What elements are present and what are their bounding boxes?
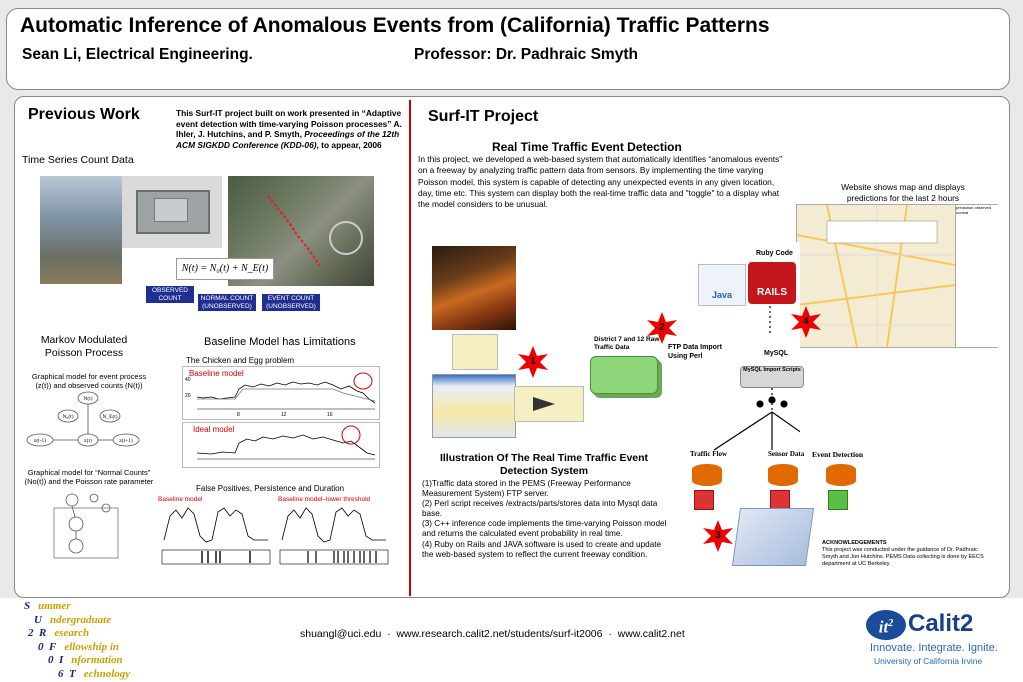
graphical-model-1 (22, 388, 150, 452)
traffic-flow-label: Traffic Flow (690, 450, 727, 458)
baseline-lower-label: Baseline model–lower threshold (278, 496, 371, 503)
code-files-icon (732, 508, 814, 566)
baseline-plot (182, 366, 380, 420)
sensor-data-db (768, 464, 798, 486)
node-nt: N(t) (83, 396, 93, 402)
normal-count-label: NORMAL COUNT (UNOBSERVED) (198, 294, 256, 311)
intro-text: This Surf-IT project built on work presented in “Adaptive event detection with time-varying Poisson processes” A. Ihler, J. Hutchins, and P. Smyth, (176, 108, 402, 139)
footer (0, 598, 1023, 682)
event-up-arrow-icon (828, 490, 848, 510)
time-series-label: Time Series Count Data (22, 154, 134, 166)
false-positives-label: False Positives, Persistence and Duration (196, 484, 345, 493)
calit2-wordmark: Calit2 (908, 610, 974, 637)
rails-logo: RAILS (748, 262, 796, 304)
author-line: Sean Li, Electrical Engineering. (22, 46, 253, 63)
acro-word-4: ellowship in (64, 640, 120, 653)
ack-heading: ACKNOWLEDGEMENTS (822, 540, 887, 546)
contact-line: shuangl@uci.edu · www.research.calit2.net/students/surf-it2006 · www.calit2.net (300, 628, 685, 640)
ftp-import-label: FTP Data Import Using Perl (668, 344, 722, 360)
tick-12: 12 (281, 412, 287, 418)
node-z: z(t) (84, 438, 92, 444)
section-divider (409, 100, 411, 596)
illustration-steps: (1)Traffic data stored in the PEMS (Freeway Performance Measurement System) FTP server. (2) Perl script receives /extracts/parts/stores data into Mysql data base. (3) C++ inference code implements the time-varying Poisson model and returns the calculated event probability in real time. (4) Ruby on Rails and JAVA software is used to create and update the web-based system to reflect the current freeway condition. (422, 479, 667, 559)
mysql-scripts-box: MySQL Import Scripts (740, 366, 804, 388)
event-detection-db (826, 464, 856, 486)
logo-it: it (878, 617, 889, 637)
website-caption: Website shows map and displays predictions for the last 2 hours (841, 182, 965, 203)
tick-20: 20 (185, 393, 191, 399)
ack-body: This project was conducted under the guidance of Dr. Padhraic Smyth and Jon Hutchins. PEMS Data collecting is done by EECS department at UC Berkeley. (822, 547, 984, 567)
table-header-normal: normal (956, 210, 969, 215)
prediction-table (955, 205, 998, 347)
badge-3-label: 3 (715, 530, 721, 541)
logo-sup: 2 (888, 618, 894, 629)
event-detection-label: Event Detection (812, 450, 864, 459)
graphical-model-2-caption: Graphical model for “Normal Counts” (No(t)) and the Poisson rate parameter (24, 468, 154, 486)
sensor-thumb (452, 334, 498, 370)
raw-data-stack (590, 356, 658, 394)
surf-it-acronym (24, 600, 130, 681)
ruby-code-label: Ruby Code (756, 250, 793, 257)
intro-italic: Proceedings of the 12th ACM SIGKDD Conference (KDD-06) (176, 129, 400, 150)
tick-40: 40 (185, 377, 191, 383)
badge-1-label: 1 (530, 356, 536, 367)
previous-work-intro (176, 108, 404, 150)
realtime-heading: Real Time Traffic Event Detection (492, 140, 682, 154)
calit2-it-logo (866, 610, 906, 640)
calit2-tagline: Innovate. Integrate. Ignite. (870, 642, 998, 654)
sensor-data-icon (770, 490, 790, 510)
data-flow-thumb (514, 386, 584, 422)
chicken-egg-label: The Chicken and Egg problem (186, 356, 295, 365)
acro-letter-6: 6 T (58, 667, 76, 680)
event-count-label: EVENT COUNT (UNOBSERVED) (262, 294, 320, 311)
graphical-model-2 (48, 490, 124, 564)
tick-16: 16 (327, 412, 333, 418)
surfit-heading: Surf-IT Project (428, 108, 539, 125)
traffic-photo (432, 246, 516, 330)
website-screenshot (796, 204, 998, 348)
lower-threshold-detection-plot (278, 496, 390, 572)
acro-word-5: nformation (71, 654, 123, 666)
building-photo (40, 176, 122, 284)
baseline-limitations-heading: Baseline Model has Limitations (204, 336, 356, 348)
tick-8: 8 (237, 412, 240, 418)
project-description: In this project, we developed a web-based system that automatically identifies “anomalous events” on a freeway by analyzing traffic pattern data from sensors. By implementing the time varying Poisson model, this system is capable of detecting any unexpected events in any given location, day, time etc. This system can display both the real-time traffic data and "toggle" to a display what the model considers to be unusual. (418, 154, 783, 210)
professor-line: Professor: Dr. Padhraic Smyth (414, 46, 638, 63)
pems-screenshot (432, 374, 516, 438)
acro-word-2: ndergraduate (49, 613, 112, 626)
table-header-prediction: prediction (956, 205, 974, 210)
illustration-heading: Illustration Of The Real Time Traffic Event Detection System (439, 452, 649, 477)
java-logo: Java (698, 264, 746, 306)
markov-heading: Markov Modulated Poisson Process (40, 334, 128, 359)
acro-letter-5: 0 I (48, 654, 64, 666)
node-z-next: z(t+1) (119, 438, 133, 444)
baseline-model-label-2: Baseline model (158, 496, 203, 503)
acro-word-1: ummer (38, 600, 71, 612)
previous-work-heading: Previous Work (28, 106, 140, 123)
calit2-university: University of California Irvine (874, 656, 983, 666)
graphical-model-1-caption: Graphical model for event process (z(t)) and observed counts (N(t)) (31, 372, 147, 390)
acro-letter-1: S (24, 600, 31, 612)
sensor-photo (122, 176, 222, 248)
node-z-prev: z(t-1) (33, 438, 47, 444)
intro-text-end: , to appear, 2006 (316, 139, 382, 150)
badge-2-label: 2 (659, 322, 665, 333)
acro-letter-4: 0 F (38, 640, 57, 653)
district-label: District 7 and 12 Raw Traffic Data (594, 336, 660, 351)
ideal-model-label: Ideal model (193, 425, 235, 434)
mysql-label: MySQL (764, 350, 789, 357)
acro-word-3: esearch (54, 627, 90, 639)
observed-count-label: OBSERVED COUNT (146, 286, 194, 303)
node-n0: N₀(t) (62, 414, 74, 420)
baseline-model-label: Baseline model (189, 369, 244, 378)
traffic-flow-icon (694, 490, 714, 510)
acro-letter-2: U (34, 613, 42, 626)
acro-letter-3: 2 R (28, 627, 47, 639)
table-header-observed: observed (974, 205, 991, 210)
poster-title: Automatic Inference of Anomalous Events from (California) Traffic Patterns (20, 14, 770, 37)
baseline-detection-plot (158, 496, 274, 572)
ideal-plot (182, 422, 380, 468)
badge-4-label: 4 (803, 316, 809, 327)
equation-box: N(t) = N₀(t) + N_E(t) (176, 258, 274, 280)
sensor-data-label: Sensor Data (768, 450, 805, 458)
acro-word-6: echnology (83, 667, 131, 680)
node-ne: N_E(t) (102, 414, 118, 420)
traffic-flow-db (692, 464, 722, 486)
